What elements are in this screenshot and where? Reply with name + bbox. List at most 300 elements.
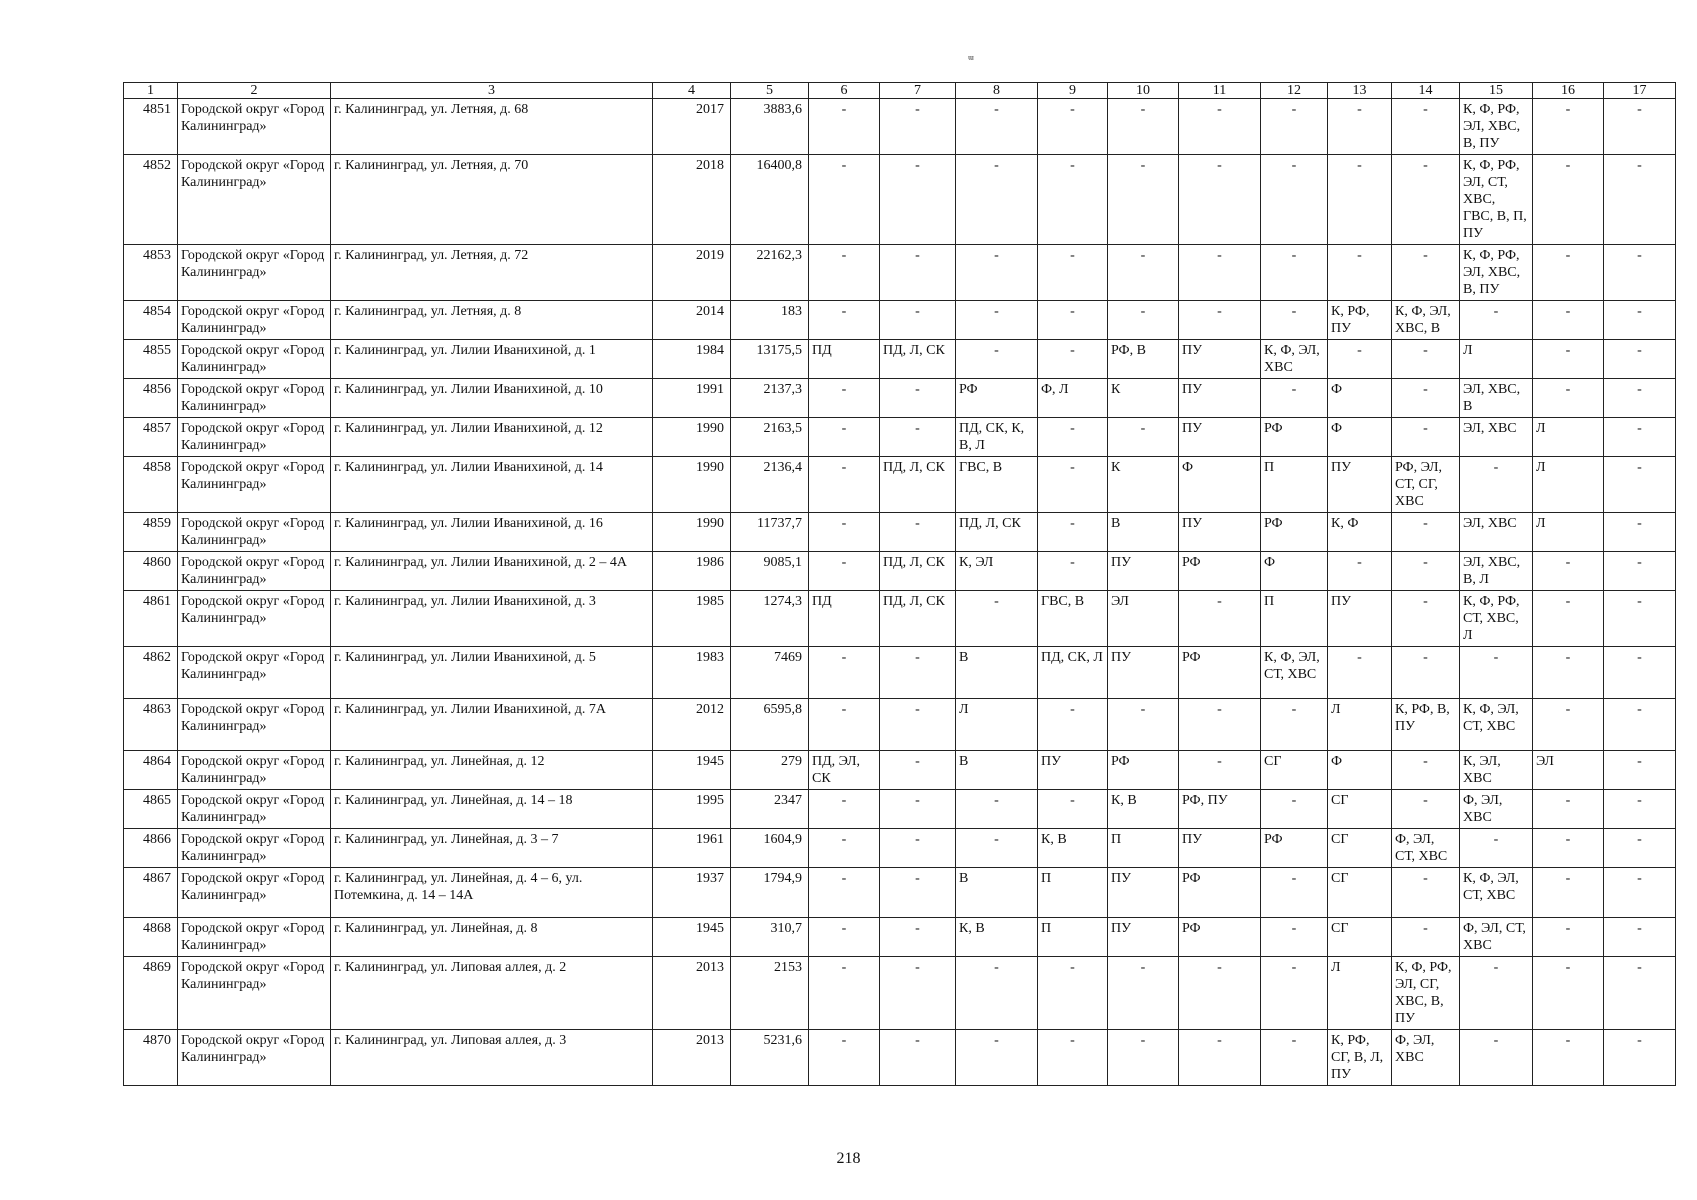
table-cell: - [1108, 699, 1179, 751]
table-cell: Городской округ «Город Калининград» [178, 245, 331, 301]
table-cell: г. Калининград, ул. Лилии Иванихиной, д. 10 [331, 379, 653, 418]
table-cell: ПД, Л, СК [880, 591, 956, 647]
table-cell: г. Калининград, ул. Летняя, д. 68 [331, 99, 653, 155]
table-cell: 2153 [731, 957, 809, 1030]
table-cell: 4863 [124, 699, 178, 751]
table-cell: - [880, 513, 956, 552]
table-cell: ПУ [1108, 868, 1179, 918]
table-cell: В [956, 751, 1038, 790]
table-cell: К [1108, 457, 1179, 513]
table-cell: - [1604, 457, 1676, 513]
table-cell: г. Калининград, ул. Летняя, д. 72 [331, 245, 653, 301]
table-cell: - [1533, 591, 1604, 647]
table-cell: г. Калининград, ул. Лилии Иванихиной, д. 7А [331, 699, 653, 751]
table-cell: 2137,3 [731, 379, 809, 418]
table-cell: - [809, 918, 880, 957]
table-cell: СГ [1328, 918, 1392, 957]
table-cell: - [880, 957, 956, 1030]
table-cell: К, Ф, ЭЛ, СТ, ХВС [1460, 868, 1533, 918]
table-cell: П [1038, 868, 1108, 918]
table-cell: Ф, ЭЛ, ХВС [1392, 1030, 1460, 1086]
column-header: 2 [178, 83, 331, 99]
table-cell: Городской округ «Город Калининград» [178, 790, 331, 829]
table-cell: 16400,8 [731, 155, 809, 245]
table-cell: 4856 [124, 379, 178, 418]
table-cell: ГВС, В [956, 457, 1038, 513]
table-row [124, 591, 1676, 647]
table-cell: - [880, 99, 956, 155]
table-cell: г. Калининград, ул. Лилии Иванихиной, д. 2 – 4А [331, 552, 653, 591]
table-cell: ЭЛ, ХВС, В, Л [1460, 552, 1533, 591]
table-cell: Городской округ «Город Калининград» [178, 591, 331, 647]
table-cell: 1986 [653, 552, 731, 591]
table-cell: - [809, 790, 880, 829]
table-cell: 1604,9 [731, 829, 809, 868]
table-cell: 22162,3 [731, 245, 809, 301]
table-cell: - [809, 245, 880, 301]
table-cell: - [809, 647, 880, 699]
table-cell: К, Ф [1328, 513, 1392, 552]
table-cell: - [1460, 957, 1533, 1030]
table-cell: Городской округ «Город Калининград» [178, 155, 331, 245]
table-cell: - [1533, 99, 1604, 155]
table-cell: ПД, СК, К, В, Л [956, 418, 1038, 457]
table-cell: 1984 [653, 340, 731, 379]
table-cell: - [1460, 647, 1533, 699]
table-cell: - [1179, 99, 1261, 155]
table-cell: - [1604, 591, 1676, 647]
table-cell: - [880, 155, 956, 245]
table-cell: 183 [731, 301, 809, 340]
table-cell: - [956, 790, 1038, 829]
table-cell: - [1533, 918, 1604, 957]
table-row [124, 418, 1676, 457]
header-row [124, 83, 1676, 99]
table-cell: 4855 [124, 340, 178, 379]
table-cell: 9085,1 [731, 552, 809, 591]
table-cell: - [809, 513, 880, 552]
table-cell: 1274,3 [731, 591, 809, 647]
table-cell: - [1261, 1030, 1328, 1086]
table-cell: - [1038, 790, 1108, 829]
table-cell: 2347 [731, 790, 809, 829]
table-cell: 6595,8 [731, 699, 809, 751]
table-cell: - [1533, 790, 1604, 829]
table-cell: - [1604, 751, 1676, 790]
table-cell: 4853 [124, 245, 178, 301]
table-cell: РФ [1179, 868, 1261, 918]
column-header: 4 [653, 83, 731, 99]
table-cell: - [1261, 790, 1328, 829]
table-cell: К, Ф, РФ, ЭЛ, ХВС, В, ПУ [1460, 245, 1533, 301]
table-body [124, 99, 1676, 1086]
table-cell: - [880, 829, 956, 868]
table-cell: Ф [1179, 457, 1261, 513]
table-cell: 4870 [124, 1030, 178, 1086]
table-cell: 2019 [653, 245, 731, 301]
table-cell: Городской округ «Город Калининград» [178, 301, 331, 340]
table-cell: г. Калининград, ул. Лилии Иванихиной, д. 1 [331, 340, 653, 379]
column-header: 7 [880, 83, 956, 99]
table-cell: 4864 [124, 751, 178, 790]
table-row [124, 957, 1676, 1030]
table-row [124, 751, 1676, 790]
table-cell: ЭЛ, ХВС, В [1460, 379, 1533, 418]
table-cell: г. Калининград, ул. Линейная, д. 12 [331, 751, 653, 790]
top-mark: ᵚ [968, 52, 974, 66]
table-cell: - [1392, 155, 1460, 245]
table-cell: Городской округ «Город Калининград» [178, 957, 331, 1030]
table-cell: 2013 [653, 1030, 731, 1086]
table-cell: - [1108, 99, 1179, 155]
table-cell: - [1261, 918, 1328, 957]
table-cell: СГ [1328, 868, 1392, 918]
table-cell: К, РФ, ПУ [1328, 301, 1392, 340]
table-cell: К, Ф, РФ, ЭЛ, СТ, ХВС, ГВС, В, П, ПУ [1460, 155, 1533, 245]
column-header: 14 [1392, 83, 1460, 99]
table-cell: - [1533, 829, 1604, 868]
table-cell: - [1108, 301, 1179, 340]
table-cell: 1995 [653, 790, 731, 829]
table-cell: - [956, 301, 1038, 340]
table-cell: - [1328, 552, 1392, 591]
table-cell: - [1392, 647, 1460, 699]
table-cell: ПУ [1179, 379, 1261, 418]
table-cell: - [809, 301, 880, 340]
table-cell: - [1533, 379, 1604, 418]
table-cell: 7469 [731, 647, 809, 699]
table-cell: - [1038, 513, 1108, 552]
table-cell: - [880, 245, 956, 301]
table-cell: ПД [809, 340, 880, 379]
table-cell: - [1038, 301, 1108, 340]
table-cell: - [1261, 245, 1328, 301]
table-cell: - [1179, 301, 1261, 340]
table-cell: Городской округ «Город Калининград» [178, 699, 331, 751]
table-cell: - [956, 829, 1038, 868]
table-cell: 4852 [124, 155, 178, 245]
table-cell: - [1392, 379, 1460, 418]
table-cell: Городской округ «Город Калининград» [178, 751, 331, 790]
table-cell: ПД, СК, Л [1038, 647, 1108, 699]
table-cell: - [1261, 699, 1328, 751]
table-cell: г. Калининград, ул. Летняя, д. 8 [331, 301, 653, 340]
table-cell: - [1392, 340, 1460, 379]
column-header: 16 [1533, 83, 1604, 99]
table-cell: 4857 [124, 418, 178, 457]
table-cell: 2136,4 [731, 457, 809, 513]
table-cell: г. Калининград, ул. Линейная, д. 3 – 7 [331, 829, 653, 868]
table-cell: - [1533, 1030, 1604, 1086]
table-cell: Ф [1328, 751, 1392, 790]
table-cell: 5231,6 [731, 1030, 809, 1086]
table-cell: - [1038, 457, 1108, 513]
table-cell: - [1604, 868, 1676, 918]
table-cell: - [1604, 340, 1676, 379]
table-cell: 1990 [653, 418, 731, 457]
table-cell: Городской округ «Город Калининград» [178, 513, 331, 552]
table-cell: 4854 [124, 301, 178, 340]
table-cell: - [1460, 301, 1533, 340]
table-cell: ПУ [1328, 591, 1392, 647]
table-row [124, 379, 1676, 418]
table-cell: Ф, Л [1038, 379, 1108, 418]
table-cell: СГ [1328, 829, 1392, 868]
table-cell: - [1533, 957, 1604, 1030]
table-cell: г. Калининград, ул. Лилии Иванихиной, д. 14 [331, 457, 653, 513]
table-cell: - [880, 1030, 956, 1086]
table-cell: г. Калининград, ул. Линейная, д. 4 – 6, ул. Потемкина, д. 14 – 14А [331, 868, 653, 918]
table-cell: - [1261, 868, 1328, 918]
table-cell: - [1038, 99, 1108, 155]
table-cell: Городской округ «Город Калининград» [178, 457, 331, 513]
table-cell: - [880, 301, 956, 340]
table-cell: Л [1328, 957, 1392, 1030]
table-cell: П [1108, 829, 1179, 868]
table-cell: ПУ [1179, 340, 1261, 379]
table-cell: 4869 [124, 957, 178, 1030]
column-header: 8 [956, 83, 1038, 99]
table-cell: ПУ [1038, 751, 1108, 790]
table-cell: Ф [1328, 379, 1392, 418]
table-cell: - [809, 418, 880, 457]
table-cell: ЭЛ, ХВС [1460, 418, 1533, 457]
table-cell: К [1108, 379, 1179, 418]
table-cell: - [809, 957, 880, 1030]
table-cell: - [1108, 245, 1179, 301]
table-cell: - [1533, 647, 1604, 699]
table-cell: - [1604, 245, 1676, 301]
table-cell: - [880, 699, 956, 751]
table-cell: ПУ [1108, 918, 1179, 957]
table-cell: - [880, 790, 956, 829]
table-cell: - [1179, 957, 1261, 1030]
table-cell: г. Калининград, ул. Лилии Иванихиной, д. 5 [331, 647, 653, 699]
table-cell: - [809, 379, 880, 418]
table-cell: ПУ [1108, 552, 1179, 591]
column-header: 11 [1179, 83, 1261, 99]
table-cell: - [1604, 155, 1676, 245]
table-cell: Л [1533, 418, 1604, 457]
table-cell: - [880, 418, 956, 457]
table-cell: РФ [1261, 829, 1328, 868]
table-cell: 4868 [124, 918, 178, 957]
table-cell: Ф [1328, 418, 1392, 457]
table-cell: - [1038, 418, 1108, 457]
table-cell: ЭЛ [1108, 591, 1179, 647]
table-cell: 2018 [653, 155, 731, 245]
table-cell: - [1038, 340, 1108, 379]
table-cell: г. Калининград, ул. Летняя, д. 70 [331, 155, 653, 245]
table-cell: ПД, Л, СК [880, 340, 956, 379]
table-cell: 3883,6 [731, 99, 809, 155]
table-cell: - [1108, 418, 1179, 457]
table-cell: - [956, 340, 1038, 379]
table-cell: Городской округ «Город Калининград» [178, 99, 331, 155]
table-cell: - [1328, 245, 1392, 301]
table-cell: РФ [1179, 552, 1261, 591]
column-header: 15 [1460, 83, 1533, 99]
table-cell: К, ЭЛ [956, 552, 1038, 591]
table-row [124, 340, 1676, 379]
table-cell: 1990 [653, 513, 731, 552]
table-cell: ЭЛ, ХВС [1460, 513, 1533, 552]
table-cell: РФ [956, 379, 1038, 418]
page-number: 218 [836, 1150, 861, 1167]
table-cell: - [1392, 591, 1460, 647]
table-cell: - [956, 99, 1038, 155]
table-cell: 4851 [124, 99, 178, 155]
table-cell: ПУ [1328, 457, 1392, 513]
table-cell: - [1261, 155, 1328, 245]
table-cell: - [1108, 155, 1179, 245]
table-cell: П [1038, 918, 1108, 957]
table-cell: - [1604, 829, 1676, 868]
table-cell: - [1533, 699, 1604, 751]
table-cell: Ф, ЭЛ, СТ, ХВС [1460, 918, 1533, 957]
table-cell: РФ, ЭЛ, СТ, СГ, ХВС [1392, 457, 1460, 513]
table-cell: 2014 [653, 301, 731, 340]
table-cell: - [809, 552, 880, 591]
table-cell: - [1179, 699, 1261, 751]
table-cell: ГВС, В [1038, 591, 1108, 647]
table-cell: Городской округ «Город Калининград» [178, 918, 331, 957]
table-cell: Л [1328, 699, 1392, 751]
table-cell: 4862 [124, 647, 178, 699]
table-row [124, 552, 1676, 591]
table-cell: - [809, 868, 880, 918]
table-cell: Л [956, 699, 1038, 751]
table-cell: ПУ [1179, 513, 1261, 552]
table-cell: РФ, ПУ [1179, 790, 1261, 829]
table-cell: РФ [1108, 751, 1179, 790]
table-cell: 2017 [653, 99, 731, 155]
table-cell: - [956, 957, 1038, 1030]
table-cell: - [956, 1030, 1038, 1086]
table-cell: г. Калининград, ул. Лилии Иванихиной, д. 12 [331, 418, 653, 457]
table-cell: - [809, 829, 880, 868]
table-cell: 2163,5 [731, 418, 809, 457]
table-cell: - [1038, 155, 1108, 245]
column-header: 12 [1261, 83, 1328, 99]
table-cell: - [1038, 245, 1108, 301]
table-cell: 2012 [653, 699, 731, 751]
table-cell: г. Калининград, ул. Линейная, д. 8 [331, 918, 653, 957]
table-cell: - [880, 647, 956, 699]
table-cell: - [1533, 340, 1604, 379]
table-cell: - [1604, 301, 1676, 340]
table-cell: - [1328, 647, 1392, 699]
table-cell: ПД, Л, СК [880, 457, 956, 513]
table-cell: - [1604, 699, 1676, 751]
table-cell: Л [1533, 513, 1604, 552]
table-cell: - [1533, 552, 1604, 591]
table-cell: ЭЛ [1533, 751, 1604, 790]
table-cell: - [1533, 868, 1604, 918]
table-cell: - [1533, 245, 1604, 301]
table-cell: - [1179, 1030, 1261, 1086]
table-cell: - [1328, 155, 1392, 245]
table-cell: Городской округ «Город Калининград» [178, 829, 331, 868]
table-cell: - [1533, 155, 1604, 245]
table-cell: г. Калининград, ул. Липовая аллея, д. 3 [331, 1030, 653, 1086]
table-cell: - [1604, 1030, 1676, 1086]
table-cell: 4858 [124, 457, 178, 513]
table-cell: ПУ [1108, 647, 1179, 699]
table-cell: 4867 [124, 868, 178, 918]
table-cell: В [956, 868, 1038, 918]
table-cell: - [1261, 301, 1328, 340]
table-cell: СГ [1261, 751, 1328, 790]
table-row [124, 1030, 1676, 1086]
table-cell: К, Ф, РФ, СТ, ХВС, Л [1460, 591, 1533, 647]
column-header: 5 [731, 83, 809, 99]
table-cell: - [809, 699, 880, 751]
table-cell: - [1179, 591, 1261, 647]
table-cell: - [809, 1030, 880, 1086]
table-cell: - [1460, 829, 1533, 868]
table-cell: - [1108, 957, 1179, 1030]
table-cell: Л [1460, 340, 1533, 379]
table-cell: - [1604, 790, 1676, 829]
table-cell: Городской округ «Город Калининград» [178, 379, 331, 418]
table-cell: Л [1533, 457, 1604, 513]
table-cell: - [1038, 957, 1108, 1030]
table-cell: 4866 [124, 829, 178, 868]
table-row [124, 301, 1676, 340]
table-cell: 1991 [653, 379, 731, 418]
table-cell: - [1460, 1030, 1533, 1086]
column-header: 17 [1604, 83, 1676, 99]
table-cell: - [1038, 699, 1108, 751]
table-cell: 279 [731, 751, 809, 790]
table-cell: - [880, 751, 956, 790]
table-cell: СГ [1328, 790, 1392, 829]
table-cell: РФ [1179, 647, 1261, 699]
table-cell: - [1108, 1030, 1179, 1086]
table-cell: ПД, Л, СК [956, 513, 1038, 552]
table-cell: 4861 [124, 591, 178, 647]
table-cell: - [1392, 751, 1460, 790]
table-cell: - [1328, 99, 1392, 155]
table-cell: РФ [1261, 418, 1328, 457]
table-cell: - [1261, 957, 1328, 1030]
table-cell: К, РФ, В, ПУ [1392, 699, 1460, 751]
table-cell: 1985 [653, 591, 731, 647]
table-cell: 1937 [653, 868, 731, 918]
table-cell: - [1392, 868, 1460, 918]
table-cell: 13175,5 [731, 340, 809, 379]
table-cell: - [809, 155, 880, 245]
table-row [124, 918, 1676, 957]
table-cell: - [880, 379, 956, 418]
table-cell: Ф [1261, 552, 1328, 591]
table-cell: - [1604, 918, 1676, 957]
table-row [124, 647, 1676, 699]
table-cell: Ф, ЭЛ, ХВС [1460, 790, 1533, 829]
table-row [124, 245, 1676, 301]
table-cell: ПД, ЭЛ, СК [809, 751, 880, 790]
table-cell: - [1038, 552, 1108, 591]
table-cell: - [1179, 751, 1261, 790]
table-cell: - [1261, 99, 1328, 155]
table-cell: К, В [956, 918, 1038, 957]
table-cell: Городской округ «Город Калининград» [178, 552, 331, 591]
column-header: 13 [1328, 83, 1392, 99]
table-cell: - [956, 245, 1038, 301]
table-cell: Городской округ «Город Калининград» [178, 647, 331, 699]
column-header: 9 [1038, 83, 1108, 99]
